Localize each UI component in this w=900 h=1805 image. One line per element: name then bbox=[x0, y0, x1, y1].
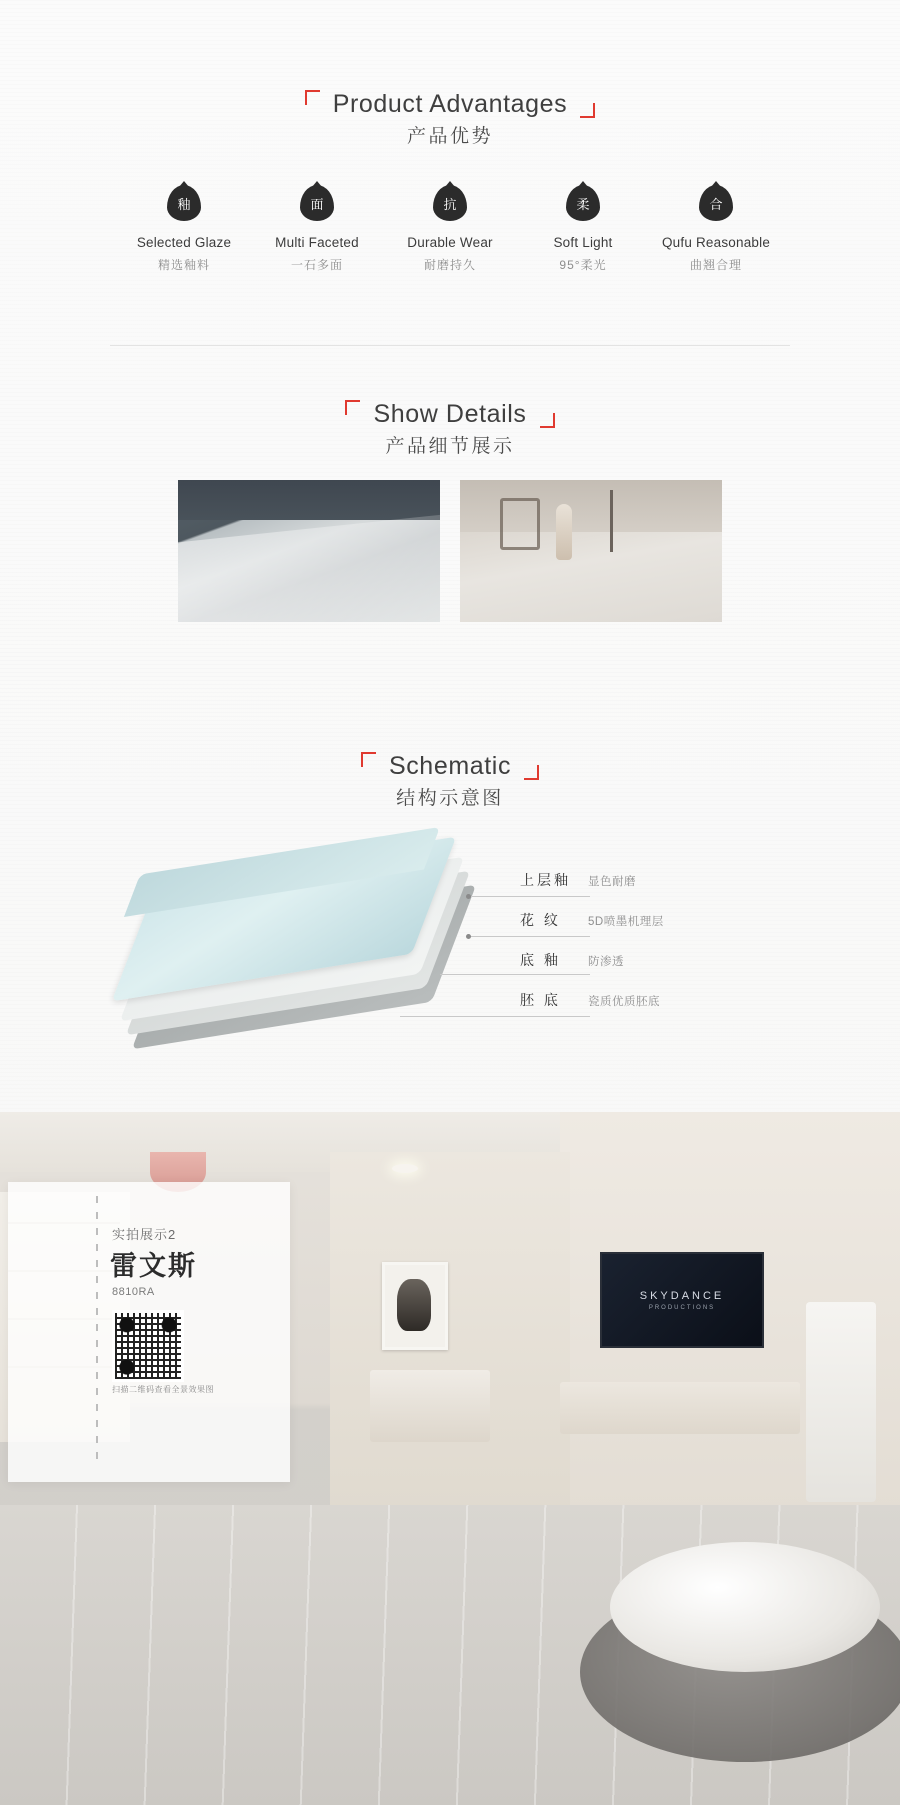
advantage-label-cn: 耐磨持久 bbox=[423, 258, 476, 272]
coffee-table-shape bbox=[610, 1542, 880, 1672]
teardrop-glaze-icon bbox=[167, 185, 201, 221]
floor-lamp-shape bbox=[610, 490, 613, 552]
card-title: 雷文斯 bbox=[110, 1251, 197, 1281]
tile-layer-stack bbox=[122, 840, 502, 1060]
details-title-cn: 产品细节展示 bbox=[385, 436, 515, 457]
schematic-title-cn: 结构示意图 bbox=[396, 788, 504, 809]
qr-note: 扫描二维码查看全景效果图 bbox=[112, 1385, 214, 1394]
teardrop-wear-icon bbox=[433, 185, 467, 221]
bracket-bottom-right-icon bbox=[540, 413, 555, 428]
advantage-item bbox=[650, 185, 783, 273]
advantage-label-cn: 95°柔光 bbox=[559, 258, 607, 272]
callout-desc: 防渗透 bbox=[588, 956, 624, 968]
callout-label: 上层釉 bbox=[520, 872, 571, 888]
ceiling-light-shape bbox=[392, 1164, 418, 1173]
details-title-en: Show Details bbox=[373, 400, 527, 428]
advantage-glyph: 面 bbox=[310, 196, 324, 212]
teardrop-face-icon bbox=[300, 185, 334, 221]
advantage-glyph: 抗 bbox=[443, 196, 457, 212]
advantage-item bbox=[517, 185, 650, 273]
advantage-label-cn: 曲翘合理 bbox=[689, 258, 742, 272]
sideboard-shape bbox=[370, 1370, 490, 1442]
teardrop-fit-icon bbox=[699, 185, 733, 221]
advantage-glyph: 合 bbox=[709, 196, 723, 212]
middle-wall-shape bbox=[330, 1152, 570, 1512]
advantage-label-en: Multi Faceted bbox=[275, 235, 359, 250]
bracket-bottom-right-icon bbox=[580, 103, 595, 118]
callout-pattern bbox=[520, 910, 850, 946]
ticks-decoration bbox=[96, 1196, 98, 1468]
callout-desc: 显色耐磨 bbox=[588, 876, 636, 888]
room-scene-image bbox=[0, 1112, 900, 1805]
advantage-item bbox=[384, 185, 517, 273]
callout-base-glaze bbox=[520, 950, 850, 986]
tv-sub-text: PRODUCTIONS bbox=[648, 1304, 716, 1311]
person-shape bbox=[556, 504, 572, 560]
callout-body bbox=[520, 990, 850, 1026]
schematic-diagram bbox=[0, 840, 900, 1080]
callout-label: 底 釉 bbox=[520, 952, 561, 968]
advantage-item bbox=[118, 185, 251, 273]
detail-photo-kitchen-floor bbox=[178, 480, 440, 622]
leader-dot bbox=[466, 894, 471, 899]
section-divider bbox=[110, 345, 790, 346]
card-label: 实拍展示2 bbox=[112, 1227, 177, 1242]
callout-desc: 5D喷墨机理层 bbox=[588, 916, 664, 928]
schematic-callouts bbox=[520, 870, 850, 1014]
schematic-heading bbox=[0, 750, 900, 814]
callout-desc: 瓷质优质胚底 bbox=[588, 996, 660, 1008]
callout-top-glaze bbox=[520, 870, 850, 906]
bracket-bottom-right-icon bbox=[524, 765, 539, 780]
leader-dot bbox=[466, 934, 471, 939]
tv-cabinet-shape bbox=[560, 1382, 800, 1434]
advantages-heading bbox=[0, 88, 900, 152]
advantage-label-en: Qufu Reasonable bbox=[661, 235, 771, 250]
advantage-label-en: Selected Glaze bbox=[136, 235, 232, 250]
product-info-card bbox=[8, 1182, 290, 1482]
television-screen bbox=[600, 1252, 764, 1348]
advantage-label-cn: 一石多面 bbox=[290, 258, 343, 272]
advantage-glyph: 釉 bbox=[177, 196, 191, 212]
schematic-title-en: Schematic bbox=[388, 752, 512, 780]
advantage-label-en: Soft Light bbox=[553, 235, 613, 250]
chair-shape bbox=[500, 498, 540, 550]
card-product-code: 8810RA bbox=[112, 1286, 155, 1298]
advantages-list bbox=[0, 185, 900, 273]
details-photo-row bbox=[0, 480, 900, 622]
teardrop-soft-icon bbox=[566, 185, 600, 221]
advantages-title-en: Product Advantages bbox=[332, 90, 568, 118]
advantage-glyph: 柔 bbox=[576, 196, 590, 212]
advantage-label-cn: 精选釉料 bbox=[157, 258, 210, 272]
callout-label: 胚 底 bbox=[520, 992, 561, 1008]
callout-label: 花 纹 bbox=[520, 912, 561, 928]
tv-brand-text: SKYDANCE bbox=[639, 1289, 725, 1302]
detail-photo-living-floor bbox=[460, 480, 722, 622]
advantages-title-cn: 产品优势 bbox=[406, 126, 493, 147]
refrigerator-shape bbox=[806, 1302, 876, 1502]
advantage-label-en: Durable Wear bbox=[407, 235, 493, 250]
advantage-item bbox=[251, 185, 384, 273]
wall-art-horse bbox=[382, 1262, 448, 1350]
details-heading bbox=[0, 398, 900, 462]
qr-code-icon[interactable] bbox=[112, 1310, 184, 1382]
